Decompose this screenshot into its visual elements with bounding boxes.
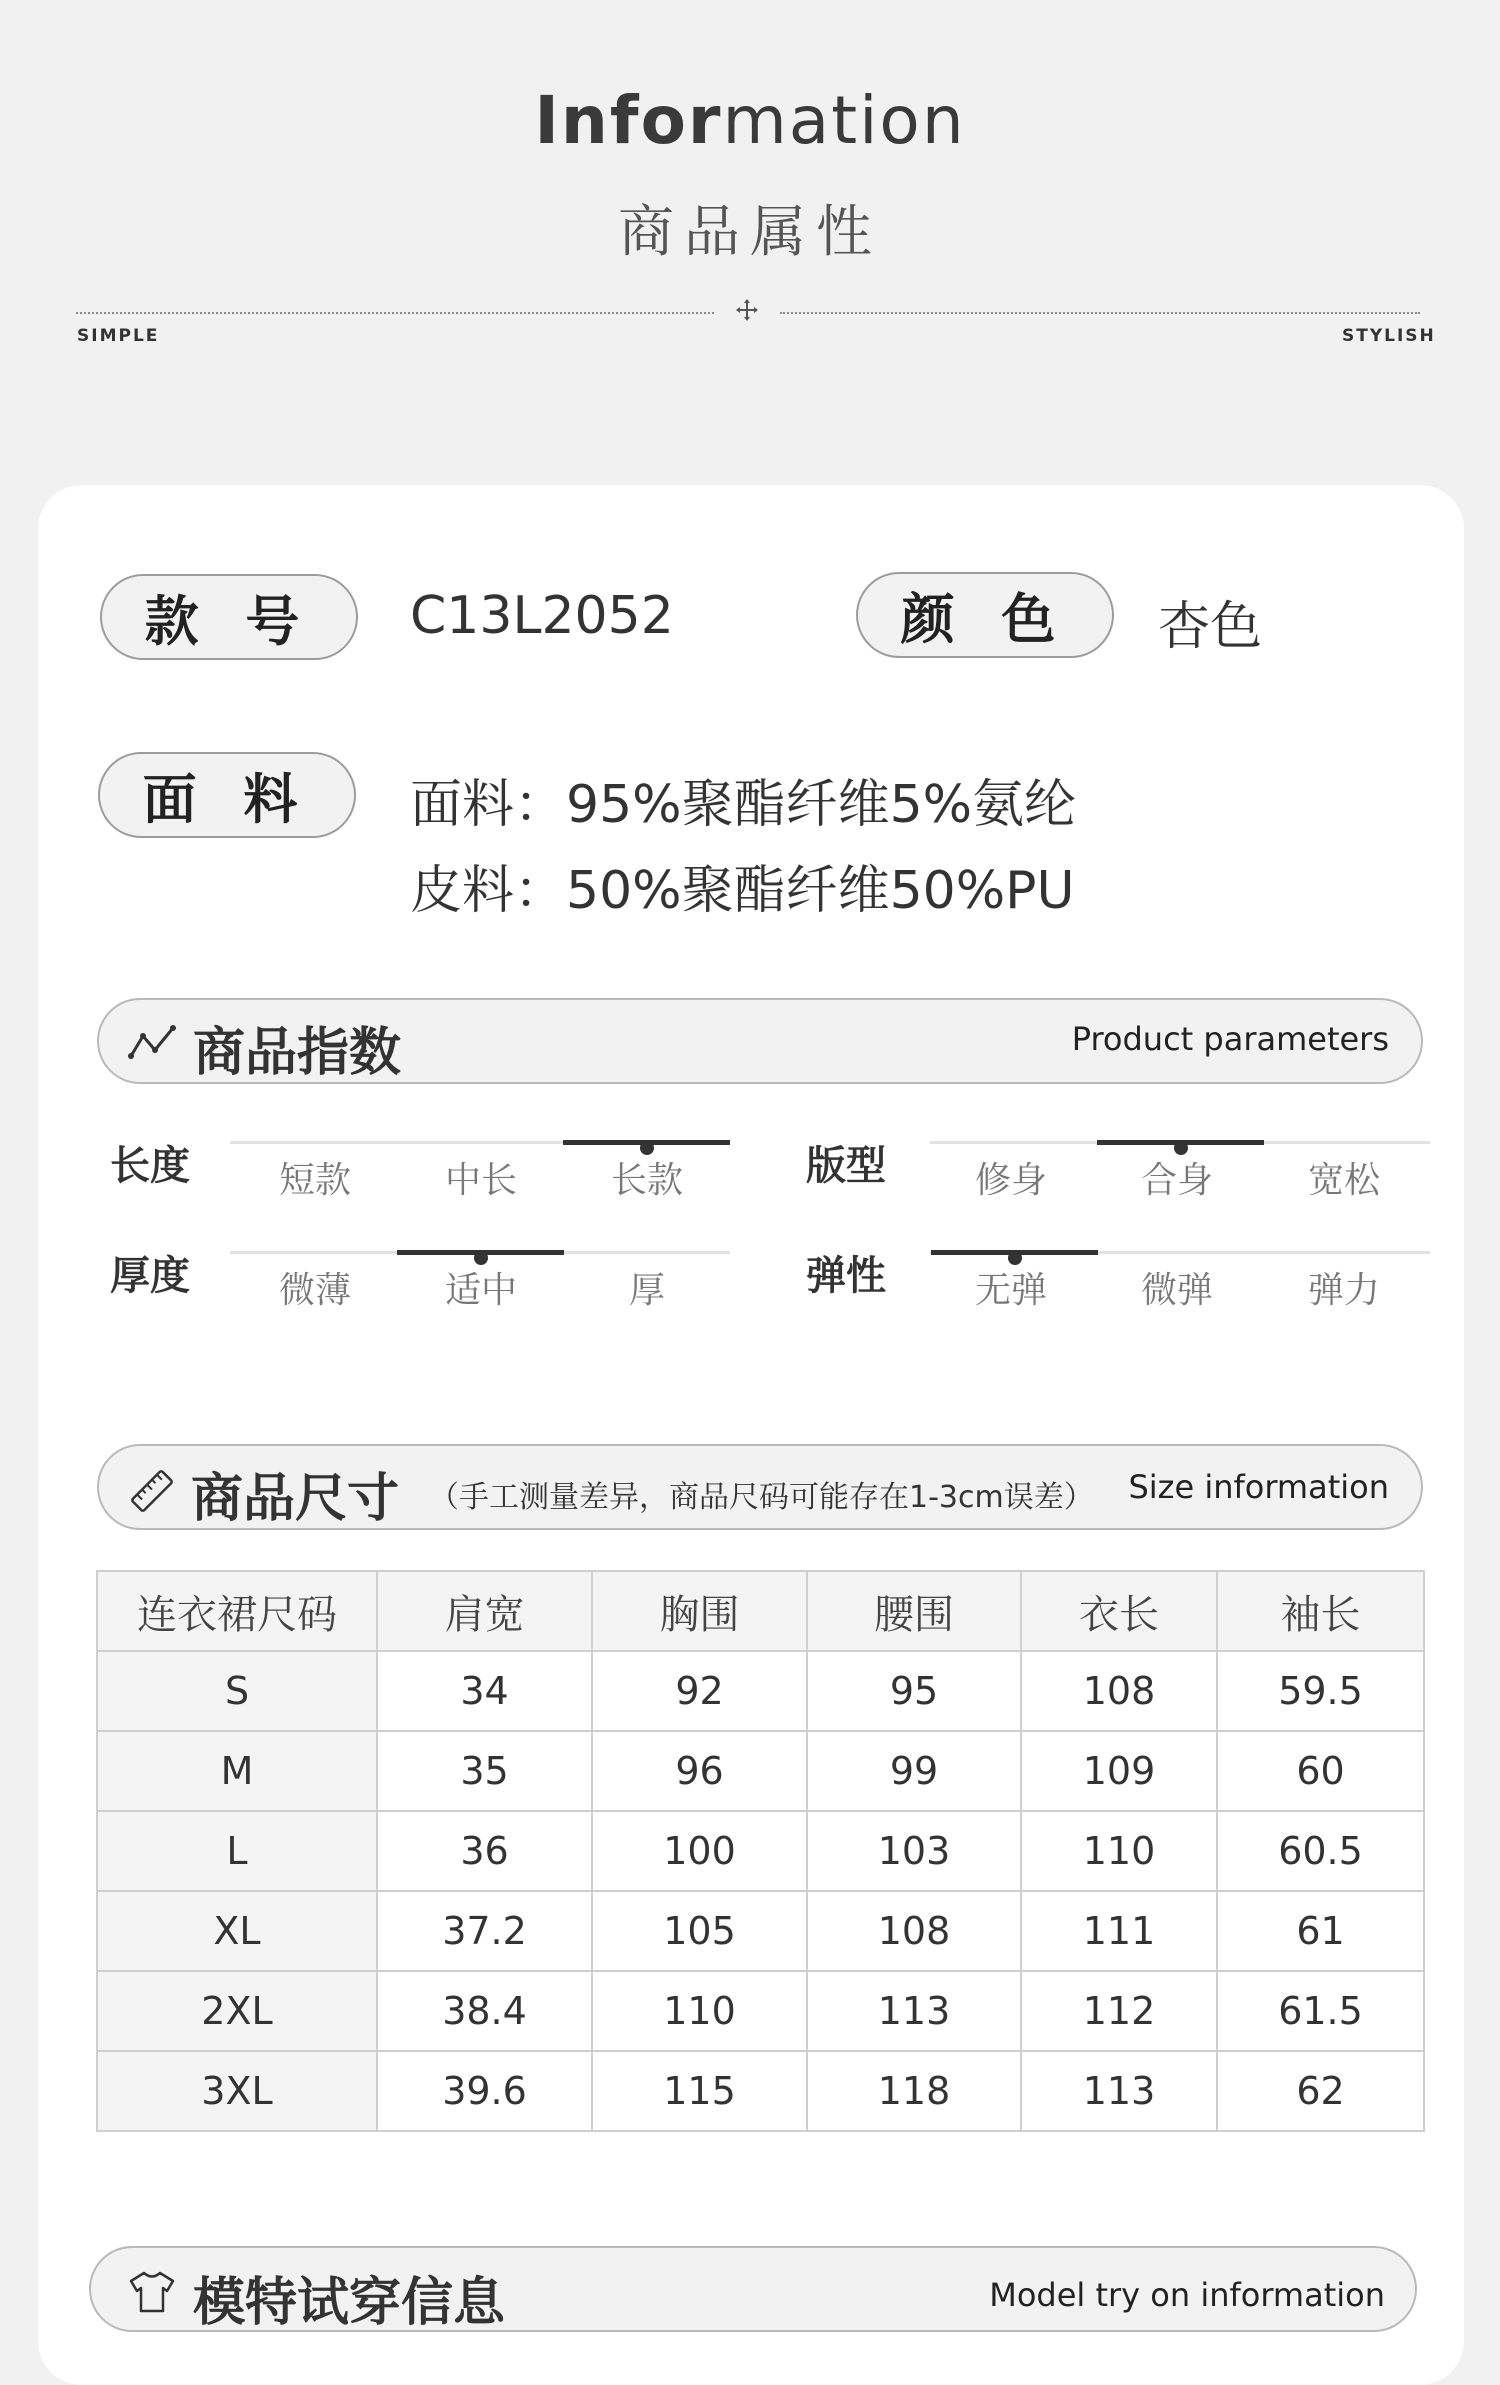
- table-cell: 100: [592, 1811, 807, 1891]
- table-row: [97, 1731, 1424, 1811]
- table-cell: 61: [1217, 1891, 1424, 1971]
- table-row: [97, 2051, 1424, 2131]
- stylish-tag: STYLISH: [1342, 326, 1436, 346]
- table-cell: 92: [592, 1651, 807, 1731]
- param-option: 长款: [610, 1160, 683, 1201]
- style-number-value: C13L2052: [410, 586, 674, 646]
- param-option: 弹力: [1307, 1270, 1380, 1311]
- table-cell: 61.5: [1217, 1971, 1424, 2051]
- table-cell: 108: [807, 1891, 1021, 1971]
- ruler-icon: [129, 1468, 175, 1514]
- table-cell: 96: [592, 1731, 807, 1811]
- table-cell: 99: [807, 1731, 1021, 1811]
- section-title: 商品尺寸: [191, 1469, 400, 1529]
- param-option: 合身: [1140, 1160, 1213, 1201]
- table-cell: 110: [1021, 1811, 1217, 1891]
- size-information-header: [97, 1444, 1423, 1530]
- param-option: 微薄: [278, 1270, 351, 1311]
- table-cell: 110: [592, 1971, 807, 2051]
- table-cell: 105: [592, 1891, 807, 1971]
- title-light: mation: [722, 82, 966, 159]
- column-header: 肩宽: [377, 1571, 592, 1651]
- style-number-pill: 款 号: [100, 574, 358, 660]
- table-cell: L: [97, 1811, 377, 1891]
- table-cell: 108: [1021, 1651, 1217, 1731]
- section-title: 商品指数: [193, 1023, 402, 1083]
- table-cell: 3XL: [97, 2051, 377, 2131]
- table-cell: 60: [1217, 1731, 1424, 1811]
- table-cell: 36: [377, 1811, 592, 1891]
- color-value: 杏色: [1158, 597, 1263, 657]
- table-cell: 118: [807, 2051, 1021, 2131]
- param-option: 中长: [444, 1160, 517, 1201]
- fabric-line-2: 皮料：50%聚酯纤维50%PU: [410, 861, 1075, 921]
- table-cell: 59.5: [1217, 1651, 1424, 1731]
- divider-right: [780, 312, 1420, 314]
- param-option: 适中: [444, 1270, 517, 1311]
- table-cell: M: [97, 1731, 377, 1811]
- crosshair-icon: [735, 298, 759, 322]
- table-row: [97, 1811, 1424, 1891]
- column-header: 腰围: [807, 1571, 1021, 1651]
- param-option: 宽松: [1307, 1160, 1380, 1201]
- table-cell: 111: [1021, 1891, 1217, 1971]
- trend-line-icon: [127, 1022, 179, 1062]
- simple-tag: SIMPLE: [77, 326, 160, 346]
- title-bold: Infor: [534, 82, 723, 159]
- model-try-on-header: [89, 2246, 1417, 2332]
- table-row: [97, 1651, 1424, 1731]
- table-cell: 37.2: [377, 1891, 592, 1971]
- param-label-elasticity: 弹性: [806, 1253, 886, 1299]
- table-row: [97, 1971, 1424, 2051]
- table-cell: 34: [377, 1651, 592, 1731]
- shirt-icon: [127, 2270, 177, 2314]
- table-cell: 103: [807, 1811, 1021, 1891]
- size-note: （手工测量差异，商品尺码可能存在1-3cm误差）: [429, 1480, 1094, 1515]
- page-title-en: [0, 82, 1500, 159]
- param-option: 无弹: [974, 1270, 1047, 1311]
- table-cell: 60.5: [1217, 1811, 1424, 1891]
- param-option: 厚: [628, 1270, 665, 1311]
- color-pill: 颜 色: [856, 572, 1114, 658]
- size-table: [96, 1570, 1425, 2132]
- param-option: 微弹: [1140, 1270, 1213, 1311]
- table-row: [97, 1891, 1424, 1971]
- table-header-row: [97, 1571, 1424, 1651]
- section-subtitle: Product parameters: [1071, 1020, 1389, 1058]
- section-title: 模特试穿信息: [193, 2273, 506, 2333]
- column-header: 袖长: [1217, 1571, 1424, 1651]
- table-cell: 62: [1217, 2051, 1424, 2131]
- column-header: 胸围: [592, 1571, 807, 1651]
- param-option: 短款: [278, 1160, 351, 1201]
- section-subtitle: Size information: [1128, 1468, 1389, 1506]
- table-cell: 113: [1021, 2051, 1217, 2131]
- section-subtitle: Model try on information: [989, 2276, 1385, 2314]
- param-label-length: 长度: [110, 1143, 190, 1189]
- table-cell: 2XL: [97, 1971, 377, 2051]
- product-parameters-header: [97, 998, 1423, 1084]
- table-cell: 38.4: [377, 1971, 592, 2051]
- column-header: 衣长: [1021, 1571, 1217, 1651]
- divider-left: [76, 312, 714, 314]
- fabric-line-1: 面料：95%聚酯纤维5%氨纶: [410, 775, 1077, 835]
- table-cell: 35: [377, 1731, 592, 1811]
- table-cell: XL: [97, 1891, 377, 1971]
- fabric-pill: 面 料: [98, 752, 356, 838]
- table-cell: S: [97, 1651, 377, 1731]
- param-label-fit: 版型: [806, 1143, 886, 1189]
- table-cell: 95: [807, 1651, 1021, 1731]
- param-label-thickness: 厚度: [110, 1253, 190, 1299]
- page-title-cn: 商品属性: [618, 200, 882, 265]
- table-cell: 115: [592, 2051, 807, 2131]
- table-cell: 113: [807, 1971, 1021, 2051]
- column-header: 连衣裙尺码: [97, 1571, 377, 1651]
- param-option: 修身: [974, 1160, 1047, 1201]
- table-cell: 112: [1021, 1971, 1217, 2051]
- table-cell: 109: [1021, 1731, 1217, 1811]
- table-cell: 39.6: [377, 2051, 592, 2131]
